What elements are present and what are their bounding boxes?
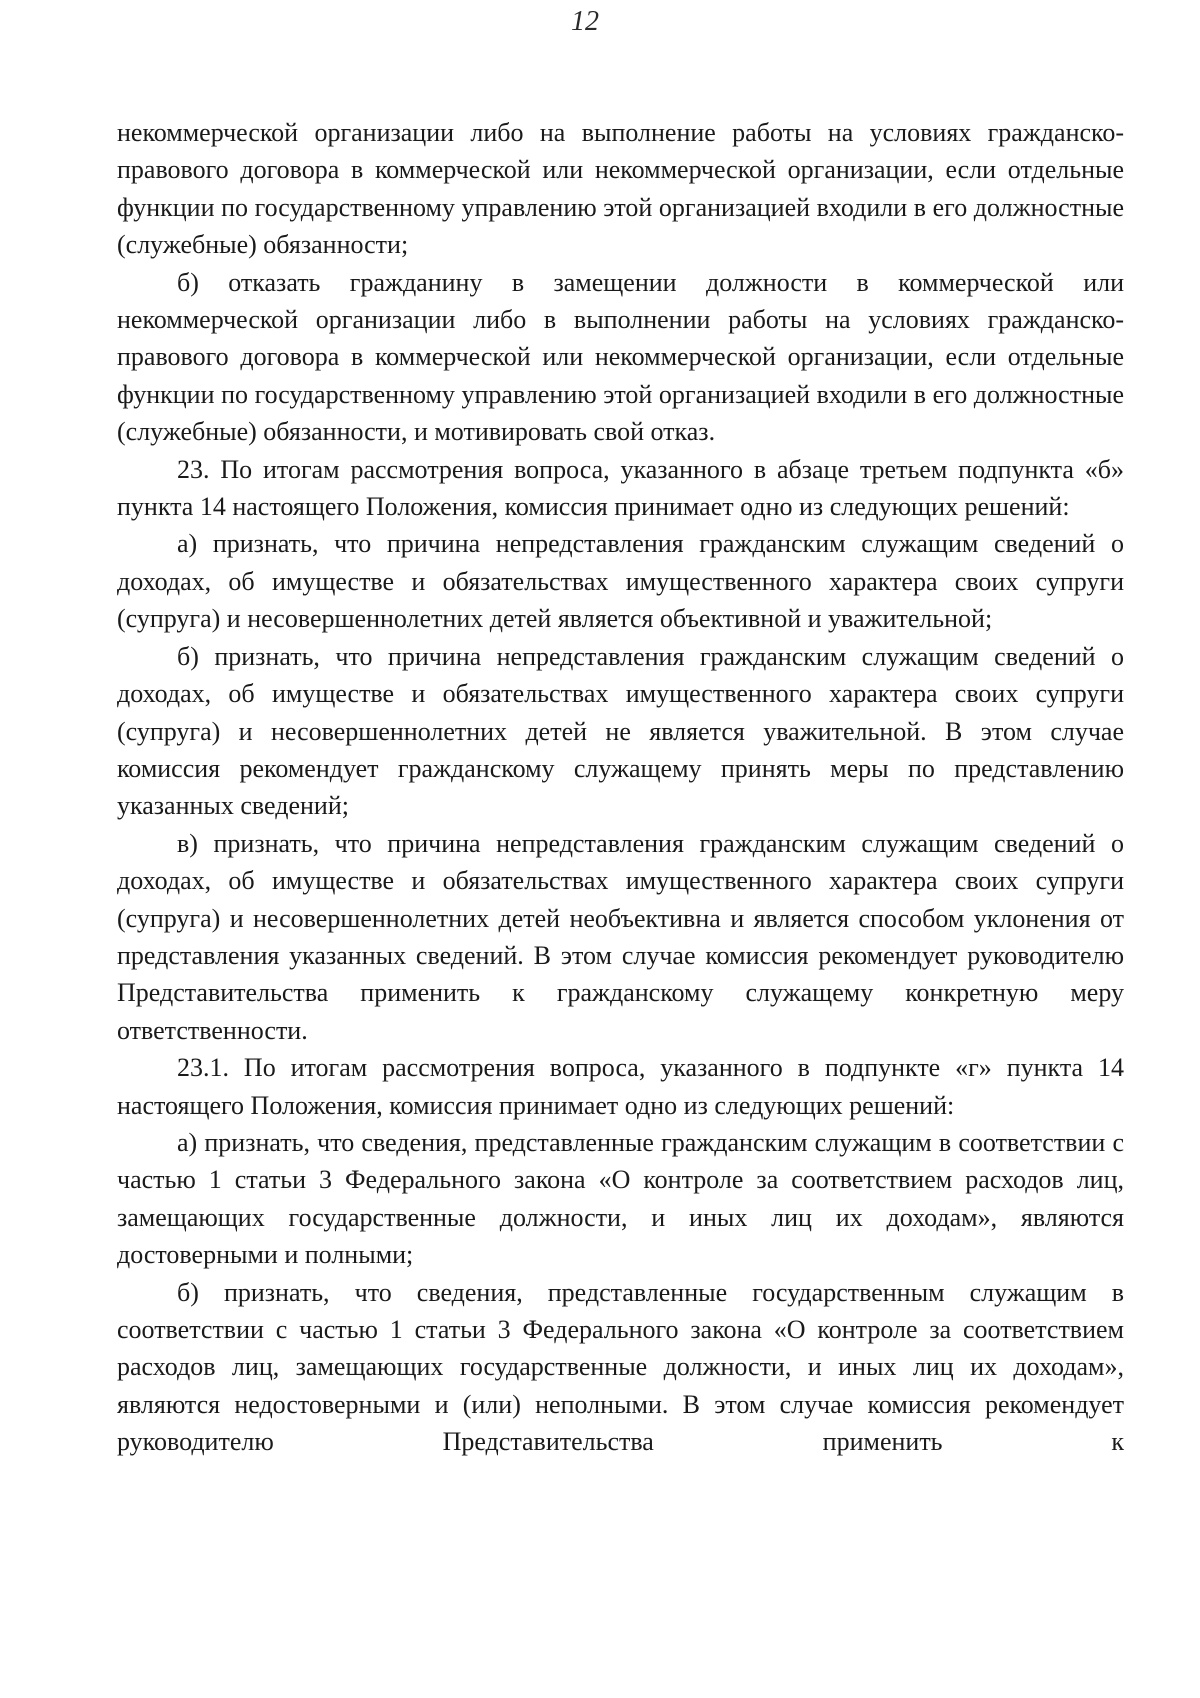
paragraph-23-1a: а) признать, что сведения, представленные гражданским служащим в соответствии с частью 1 статьи 3 Федерального закона «О контроле за соответствием расходов лиц, замещающих государственные должности, и иных лиц их доходам», являются достоверными и полными; (117, 1127, 1124, 1270)
paragraph-23b: б) признать, что причина непредставления гражданским служащим сведений о доходах, об имуществе и обязательствах имущественного характера своих супруги (супруга) и несовершеннолетних детей не является уважительной. В этом случае комиссия рекомендует гражданскому служащему принять меры по представлению указанных сведений; (117, 641, 1124, 821)
paragraph-23a: а) признать, что причина непредставления гражданским служащим сведений о доходах, об имуществе и обязательствах имущественного характера своих супруги (супруга) и несовершеннолетних детей является объективной и уважительной; (117, 529, 1124, 634)
paragraph-23v: в) признать, что причина непредставления гражданским служащим сведений о доходах, об имуществе и обязательствах имущественного характера своих супруги (супруга) и несовершеннолетних детей необъективна и является способом уклонения от представления указанных сведений. В этом случае комиссия рекомендует руководителю Представительства применить к гражданскому служащему конкретную меру ответственности. (117, 828, 1124, 1045)
paragraph-22b: б) отказать гражданину в замещении должности в коммерческой или некоммерческой организации либо в выполнении работы на условиях гражданско-правового договора в коммерческой или некоммерческой организации, если отдельные функции по государственному управлению этой организацией входили в его должностные (служебные) обязанности, и мотивировать свой отказ. (117, 267, 1124, 447)
paragraph-continuation: некоммерческой организации либо на выполнение работы на условиях гражданско-правового договора в коммерческой или некоммерческой организации, если отдельные функции по государственному управлению этой организацией входили в его должностные (служебные) обязанности; (117, 118, 1124, 260)
paragraph-23: 23. По итогам рассмотрения вопроса, указанного в абзаце третьем подпункта «б» пункта 14 настоящего Положения, комиссия принимает одно из следующих решений: (117, 454, 1124, 522)
document-body (117, 114, 1124, 1461)
page-number: 12 (571, 6, 599, 37)
paragraph-23-1: 23.1. По итогам рассмотрения вопроса, указанного в подпункте «г» пункта 14 настоящего Положения, комиссия принимает одно из следующих решений: (117, 1053, 1124, 1120)
paragraph-23-1b: б) признать, что сведения, представленные государственным служащим в соответствии с частью 1 статьи 3 Федерального закона «О контроле за соответствием расходов лиц, замещающих государственные должности, и иных лиц их доходам», являются недостоверными и (или) неполными. В этом случае комиссия рекомендует руководителю Представительства применить к (117, 1277, 1124, 1457)
